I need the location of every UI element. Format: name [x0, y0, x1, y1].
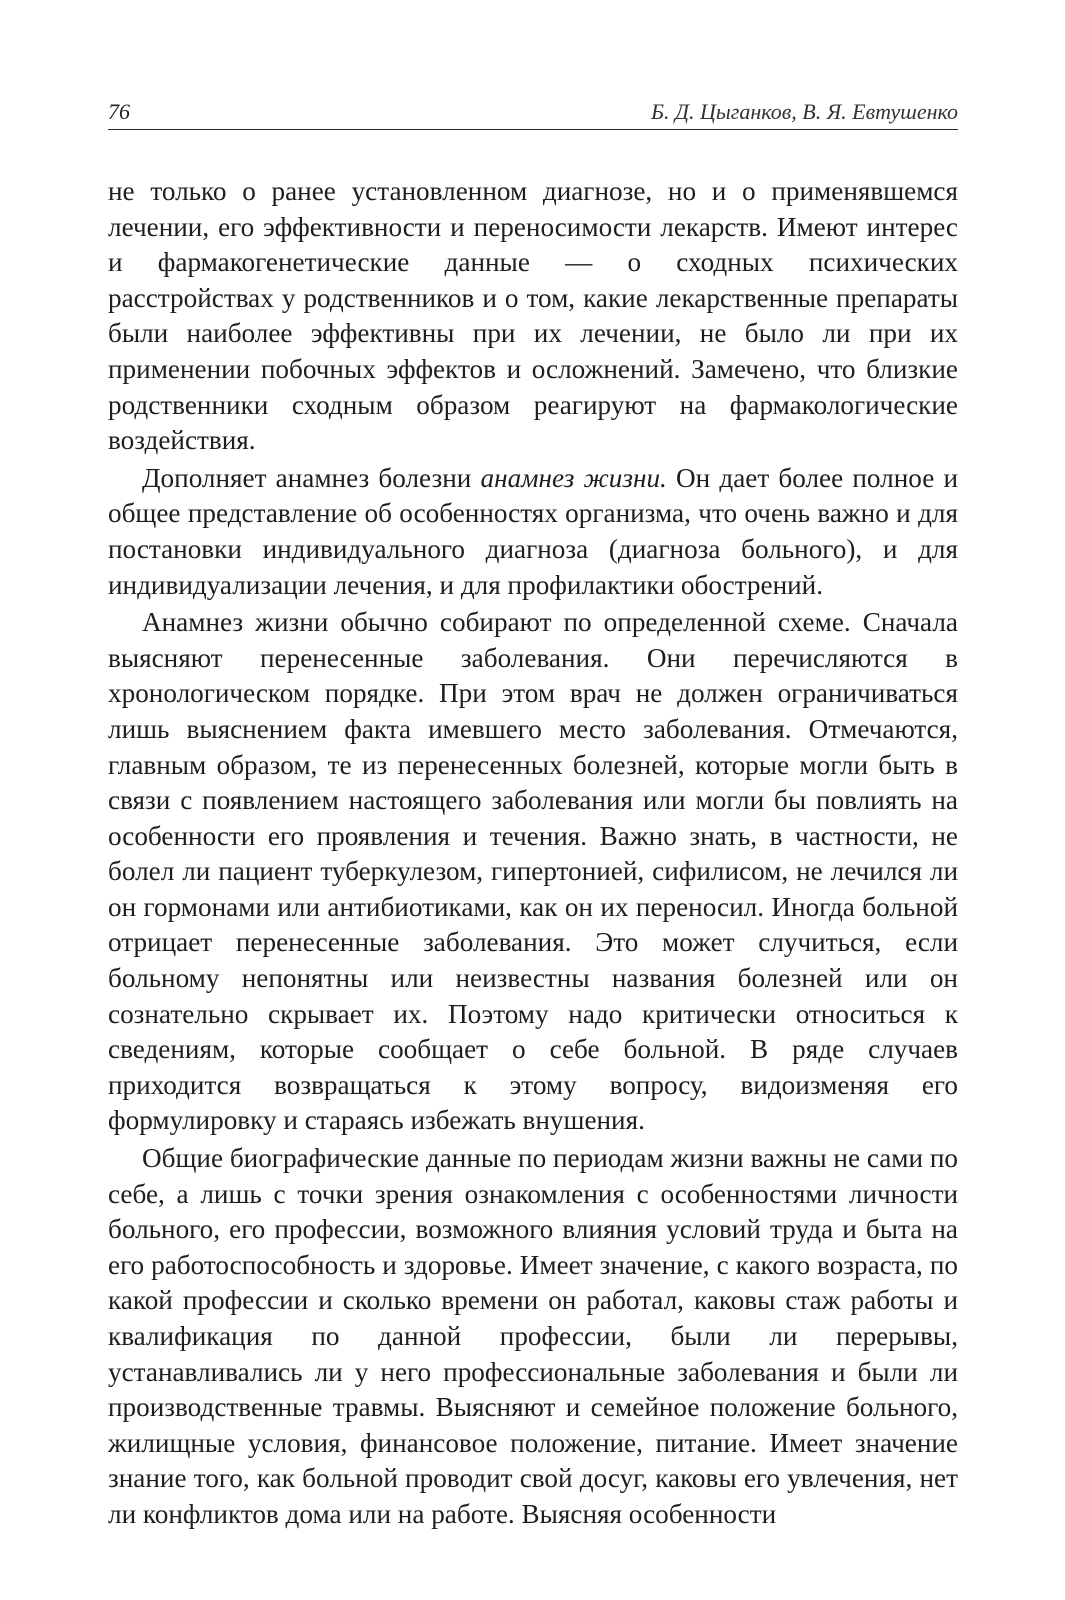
paragraph-life-anamnesis	[108, 461, 958, 603]
page-number: 76	[108, 99, 130, 124]
body-text	[108, 174, 958, 1535]
paragraph-text: Он дает более полное и общее представление об особенностях организма, что очень важно и для постановки индивидуального диагноза (диагноза больного), и для индивидуализации лечения, и для профилактики обострений.	[108, 462, 958, 600]
emphasis-term: анамнез жизни.	[480, 462, 667, 493]
paragraph-biographical-data: Общие биографические данные по периодам жизни важны не сами по себе, а лишь с точки зрения ознакомления с особенностями личности больного, его профессии, возможного влияния условий труда и быта на его работоспособность и здоровье. Имеет значение, с какого возраста, по какой профессии и сколько времени он работал, каковы стаж работы и квалификация по данной профессии, были ли перерывы, устанавливались ли у него профессиональные заболевания и были ли производственные травмы. Выясняют и семейное положение больного, жилищные условия, финансовое положение, питание. Имеет значение знание того, как больной проводит свой досуг, каковы его увлечения, нет ли конфликтов дома или на работе. Выясняя особенности	[108, 1143, 958, 1529]
paragraph-past-diseases: Анамнез жизни обычно собирают по определенной схеме. Сначала выясняют перенесенные заболевания. Они перечисляются в хронологическом порядке. При этом врач не должен ограничиваться лишь выяснением факта имевшего место заболевания. Отмечаются, главным образом, те из перенесенных болезней, которые могли быть в связи с появлением настоящего заболевания или могли бы повлиять на особенности его проявления и течения. Важно знать, в частности, не болел ли пациент туберкулезом, гипертонией, сифилисом, не лечился ли он гормонами или антибиотиками, как он их переносил. Иногда больной отрицает перенесенные заболевания. Это может случиться, если больному непонятны или неизвестны названия болезней или он сознательно скрывает их. Поэтому надо критически относиться к сведениям, которые сообщает о себе больной. В ряде случаев приходится возвращаться к этому вопросу, видоизменяя его формулировку и стараясь избежать внушения.	[108, 607, 958, 1136]
paragraph-continuation: не только о ранее установленном диагнозе, но и о применявшемся лечении, его эффективности и переносимости лекарств. Имеют интерес и фармакогенетические данные — о сходных психических расстройствах у родственников и о том, какие лекарственные препараты были наиболее эффективны при их лечении, не было ли при их применении побочных эффектов и осложнений. Замечено, что близкие родственники сходным образом реагируют на фармакологические воздействия.	[108, 176, 958, 456]
page-header	[108, 95, 958, 130]
paragraph-text: Дополняет анамнез болезни	[142, 462, 481, 493]
running-head-authors: Б. Д. Цыганков, В. Я. Евтушенко	[651, 99, 958, 124]
